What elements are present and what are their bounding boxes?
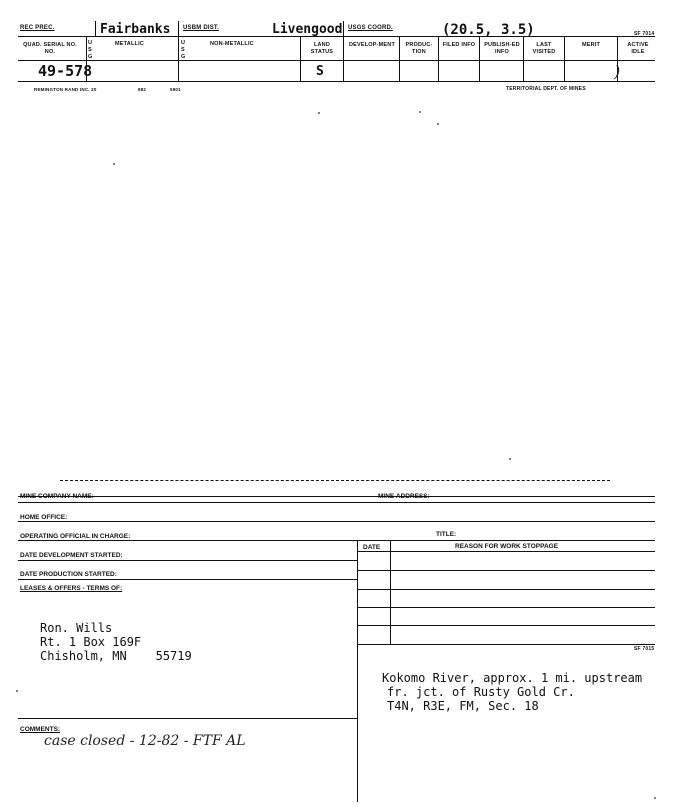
owner-name: Ron. Wills <box>40 621 113 635</box>
printer-code-1: 882 <box>138 87 147 92</box>
date-development-label: DATE DEVELOPMENT STARTED: <box>20 552 123 559</box>
speck <box>419 111 421 113</box>
usgs-coord-label: USGS COORD. <box>348 25 393 31</box>
rule <box>18 521 655 522</box>
land-status-value: S <box>316 64 324 79</box>
active-idle-mark: ) <box>614 62 621 81</box>
date-col-divider <box>390 540 391 644</box>
tear-line <box>60 480 610 481</box>
rule <box>18 560 357 561</box>
speck <box>318 112 320 114</box>
mine-company-name-label: MINE COMPANY NAME: <box>20 493 94 500</box>
leases-offers-label: LEASES & OFFERS - TERMS OF: <box>20 585 123 592</box>
divider <box>178 37 179 81</box>
mine-address-label: MINE ADDRESS: <box>378 493 430 500</box>
header-bottom-rule <box>18 81 655 82</box>
usbm-dist-value: Livengood <box>272 22 343 37</box>
speck <box>113 163 115 165</box>
handwritten-comment: case closed - 12-82 - FTF AL <box>44 733 246 749</box>
divider <box>178 21 179 36</box>
col-filed-info: FILED INFO <box>442 42 476 48</box>
col-usg-1: U S G <box>88 40 93 60</box>
printer-imprint: REMINGTON RAND INC. 20 <box>34 87 97 92</box>
divider <box>564 37 565 81</box>
location-line-3: T4N, R3E, FM, Sec. 18 <box>387 699 539 713</box>
location-line-2: fr. jct. of Rusty Gold Cr. <box>387 685 575 699</box>
reason-column-header: REASON FOR WORK STOPPAGE <box>455 543 559 550</box>
col-production: PRODUC-TION <box>405 42 433 55</box>
col-merit: MERIT <box>581 42 601 48</box>
divider <box>479 37 480 81</box>
printer-code-2: 5901 <box>170 87 181 92</box>
rule <box>18 540 655 541</box>
operating-official-label: OPERATING OFFICIAL IN CHARGE: <box>20 533 131 540</box>
date-production-label: DATE PRODUCTION STARTED: <box>20 571 117 578</box>
rule <box>357 625 655 626</box>
divider <box>300 37 301 81</box>
col-active-idle: ACTIVE IDLE <box>627 42 649 55</box>
owner-address-1: Rt. 1 Box 169F <box>40 635 142 649</box>
col-quad-serial: QUAD. SERIAL NO. NO. <box>23 42 77 55</box>
rule <box>357 570 655 571</box>
home-office-label: HOME OFFICE: <box>20 514 68 521</box>
divider <box>523 37 524 81</box>
rule <box>357 589 655 590</box>
location-line-1: Kokomo River, approx. 1 mi. upstream <box>382 671 643 685</box>
divider <box>399 37 400 81</box>
header-top-rule <box>18 36 655 37</box>
rule <box>357 551 655 552</box>
form-number: SF 7014 <box>634 31 655 37</box>
col-usg-2: U S G <box>181 40 186 60</box>
col-non-metallic: NON-METALLIC <box>210 41 254 47</box>
col-last-visited: LAST VISITED <box>532 42 556 55</box>
owner-address-2: Chisholm, MN 55719 <box>40 649 192 663</box>
speck <box>509 458 511 460</box>
main-divider <box>357 540 358 802</box>
title-label: TITLE: <box>436 531 457 538</box>
rule <box>18 502 655 503</box>
form-number-2: SF 7015 <box>634 646 655 652</box>
col-land-status: LAND STATUS <box>310 42 334 55</box>
rule <box>18 718 357 719</box>
rule <box>357 607 655 608</box>
header-mid-rule <box>18 60 655 61</box>
date-column-header: DATE <box>363 544 381 551</box>
speck <box>654 797 656 799</box>
divider <box>438 37 439 81</box>
usbm-dist-label: USBM DIST. <box>183 25 220 31</box>
col-development: DEVELOP-MENT <box>348 42 396 48</box>
usgs-coord-value: (20.5, 3.5) <box>442 22 535 38</box>
comments-label: COMMENTS: <box>20 726 61 733</box>
col-published-info: PUBLISH-ED INFO <box>484 42 520 55</box>
divider <box>343 21 344 36</box>
rec-prec-value: Fairbanks <box>100 22 171 37</box>
rule <box>18 579 357 580</box>
rule <box>18 496 655 497</box>
rec-prec-label: REC PREC. <box>20 25 55 31</box>
speck <box>437 123 439 125</box>
department-imprint: TERRITORIAL DEPT. OF MINES <box>506 86 586 92</box>
rule <box>357 644 655 645</box>
divider <box>95 21 96 36</box>
quad-serial-value: 49-578 <box>38 62 93 80</box>
col-metallic: METALLIC <box>115 41 144 47</box>
speck <box>16 690 18 692</box>
divider <box>343 37 344 81</box>
